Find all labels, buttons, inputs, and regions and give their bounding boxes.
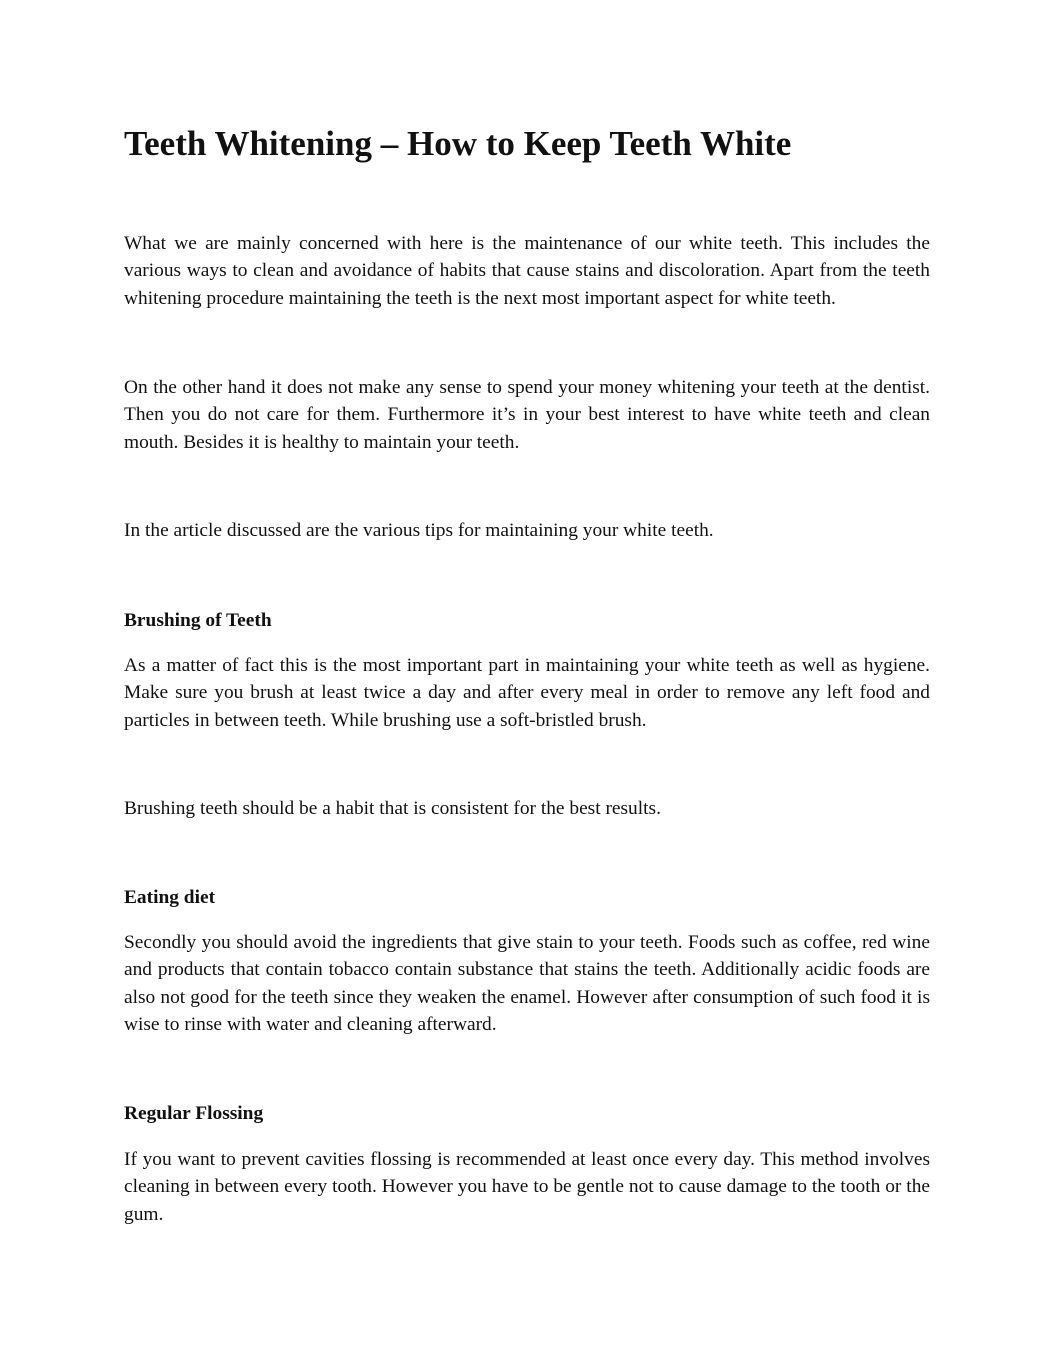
section-heading-eating-diet: Eating diet <box>124 887 216 908</box>
intro-paragraph-1: What we are mainly concerned with here is the maintenance of our white teeth. This includes the various ways to clean and avoidance of habits that cause stains and discoloration. Apart from the teeth whitening procedure maintaining the teeth is the next most important aspect for white teeth. <box>124 233 930 309</box>
eating-diet-paragraph-1: Secondly you should avoid the ingredients that give stain to your teeth. Foods such as coffee, red wine and products that contain tobacco contain substance that stains the teeth. Additionally acidic foods are also not good for the teeth since they weaken the enamel. However after consumption of such food it is wise to rinse with water and cleaning afterward. <box>124 932 930 1035</box>
intro-paragraph-2: On the other hand it does not make any sense to spend your money whitening your teeth at the dentist. Then you do not care for them. Furthermore it’s in your best interest to have white teeth and clean mouth. Besides it is healthy to maintain your teeth. <box>124 377 930 453</box>
flossing-paragraph-1: If you want to prevent cavities flossing is recommended at least once every day. This method involves cleaning in between every tooth. However you have to be gentle not to cause damage to the tooth or the gum. <box>124 1149 930 1225</box>
brushing-paragraph-1: As a matter of fact this is the most important part in maintaining your white teeth as well as hygiene. Make sure you brush at least twice a day and after every meal in order to remove any left food and particles in between teeth. While brushing use a soft-bristled brush. <box>124 655 930 731</box>
brushing-paragraph-2: Brushing teeth should be a habit that is consistent for the best results. <box>124 798 661 819</box>
intro-paragraph-3: In the article discussed are the various tips for maintaining your white teeth. <box>124 520 714 541</box>
section-heading-flossing: Regular Flossing <box>124 1103 264 1124</box>
page-title: Teeth Whitening – How to Keep Teeth White <box>124 124 792 163</box>
section-heading-brushing: Brushing of Teeth <box>124 610 272 631</box>
